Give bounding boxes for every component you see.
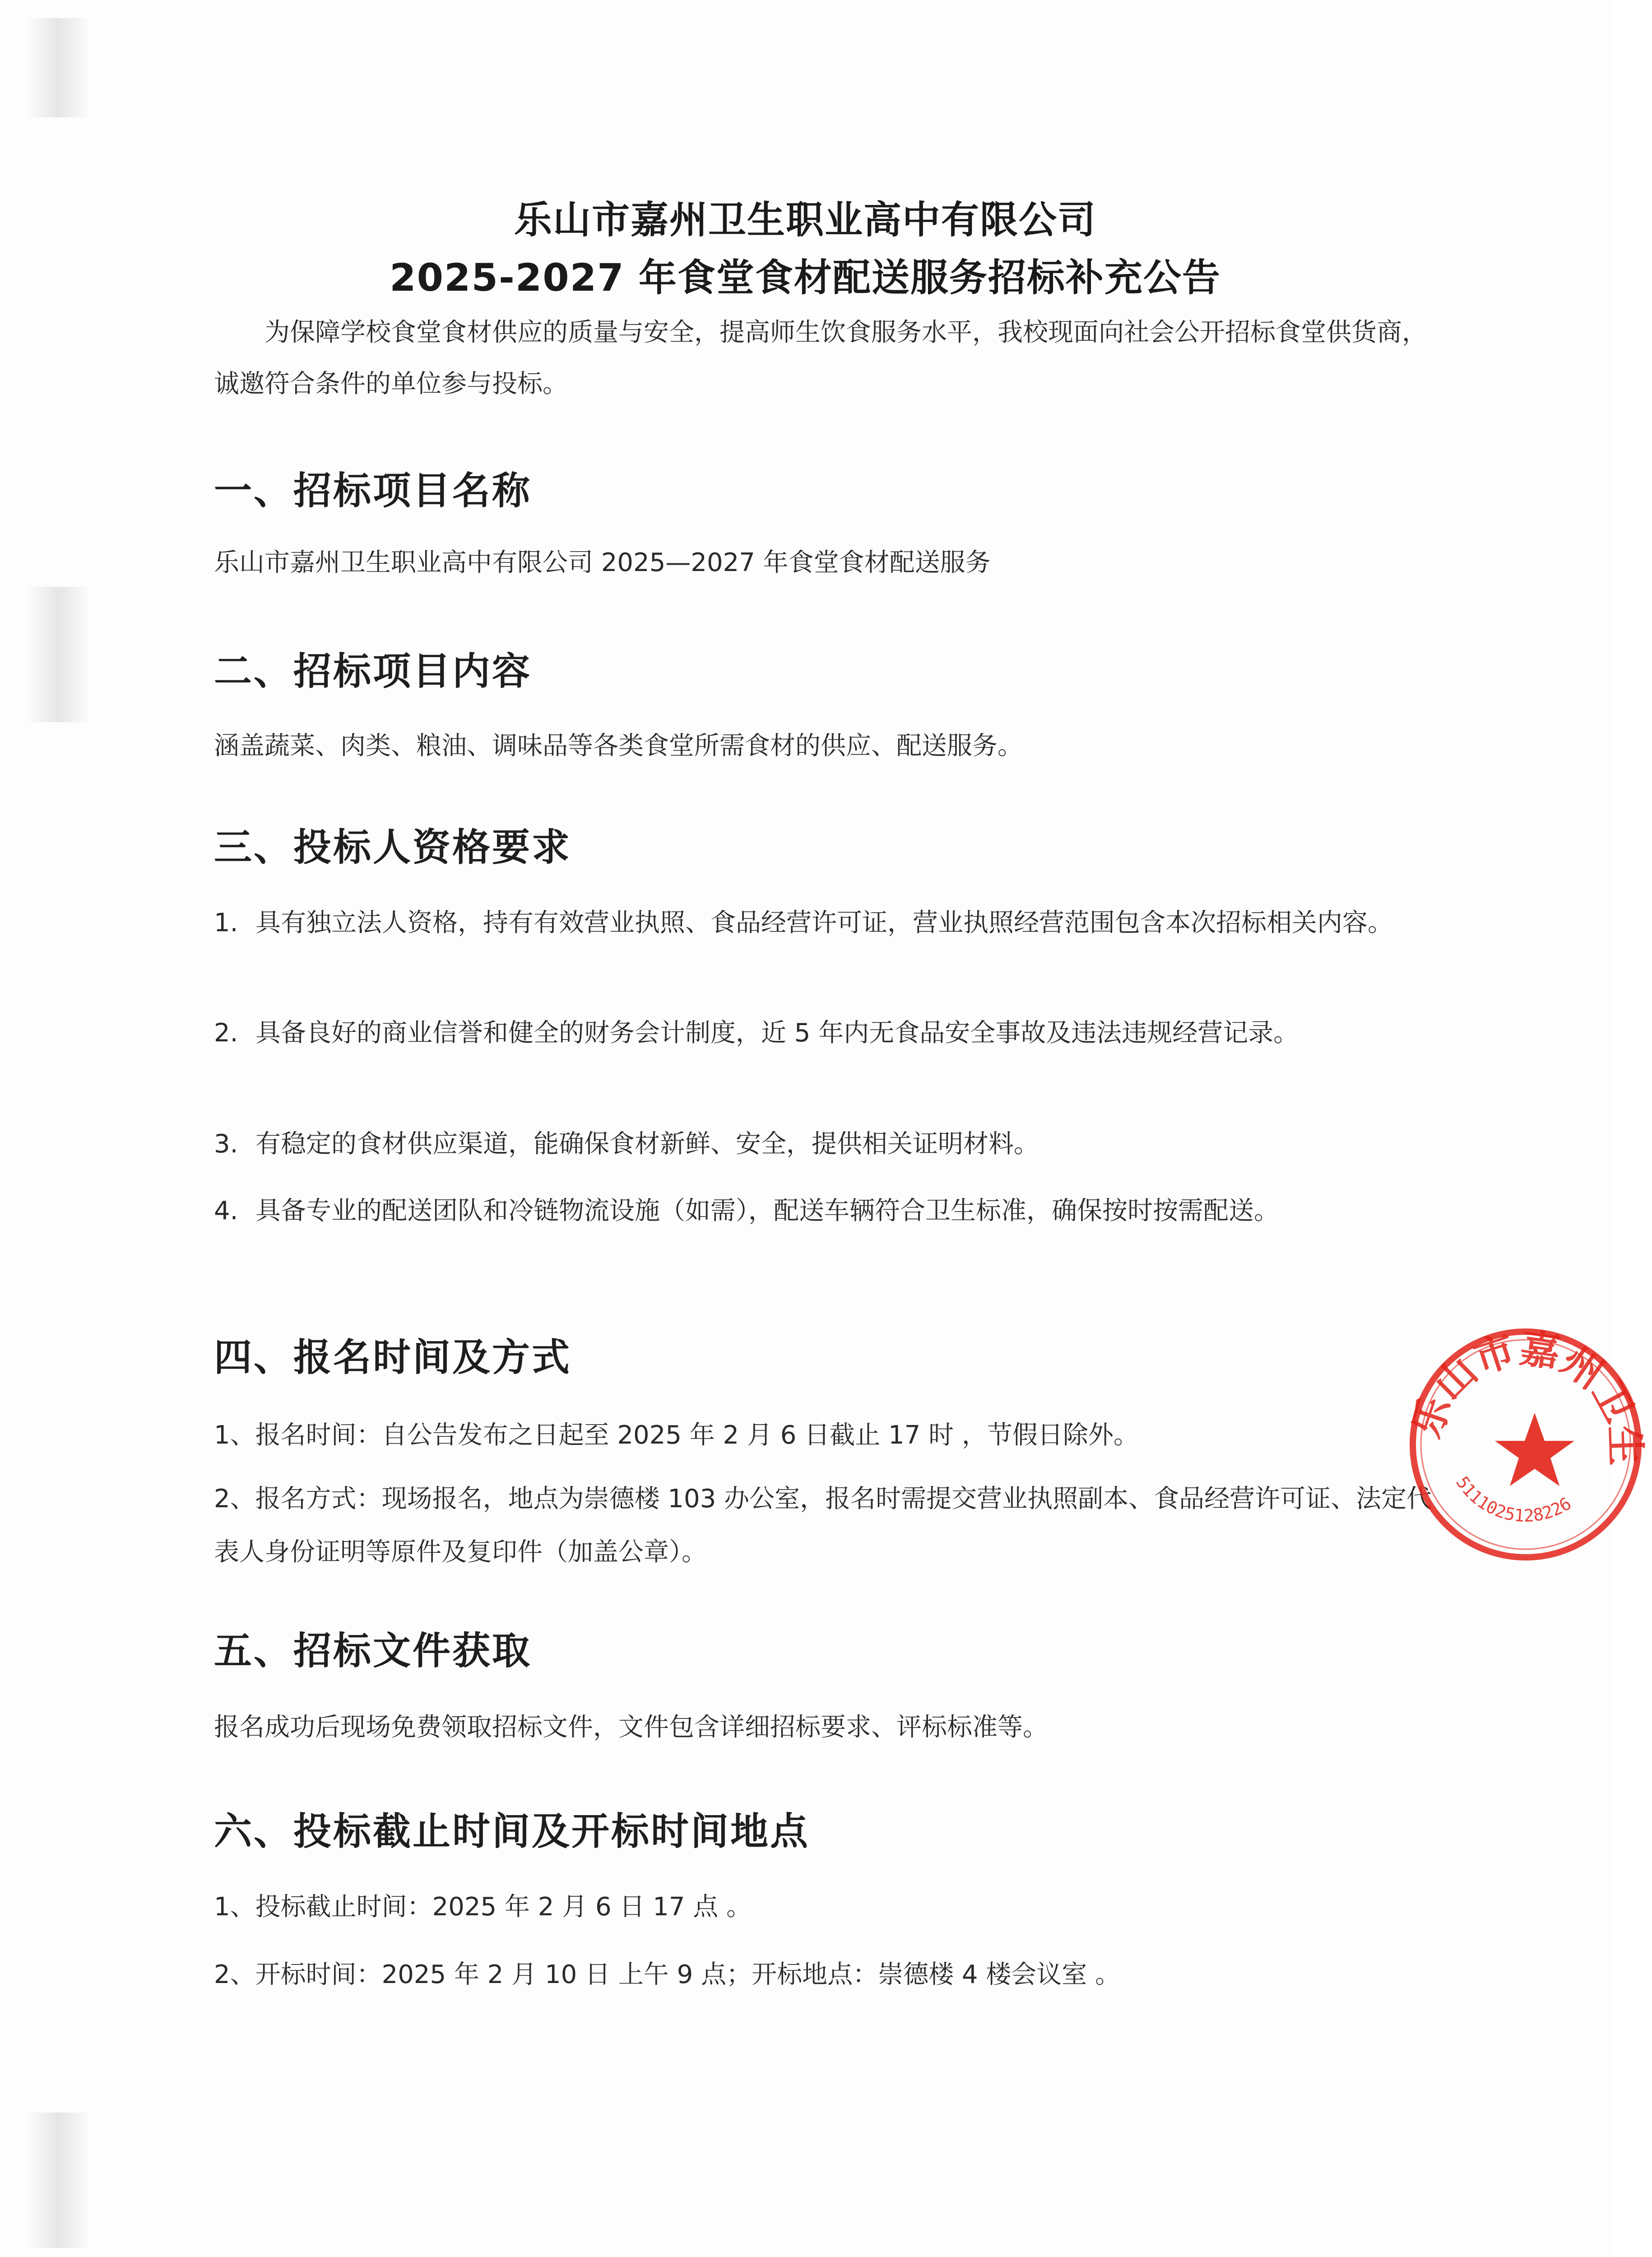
item-number: 1. — [214, 908, 238, 938]
scan-artifact — [27, 587, 90, 722]
official-seal-stamp — [1399, 1318, 1652, 1571]
bid-deadline-text: 1、投标截止时间：2025 年 2 月 6 日 17 点 。 — [214, 1892, 752, 1922]
section-heading-documents: 五、招标文件获取 — [214, 1629, 532, 1673]
section-heading-deadline: 六、投标截止时间及开标时间地点 — [214, 1809, 810, 1853]
item-number: 4. — [214, 1196, 238, 1226]
item-text: 具备良好的商业信誉和健全的财务会计制度，近 5 年内无食品安全事故及违法违规经营记录。 — [255, 1018, 1299, 1048]
section-heading-qualifications: 三、投标人资格要求 — [214, 825, 572, 869]
intro-paragraph: 为保障学校食堂食材供应的质量与安全，提高师生饮食服务水平，我校现面向社会公开招标食堂供货商，诚邀符合条件的单位参与投标。 — [214, 318, 1427, 399]
qualification-item — [214, 898, 1442, 948]
registration-method-text: 2、报名方式：现场报名，地点为崇德楼 103 办公室，报名时需提交营业执照副本、食品经营许可证、法定代表人身份证明等原件及复印件（加盖公章）。 — [214, 1484, 1432, 1567]
item-text: 具有独立法人资格，持有有效营业执照、食品经营许可证，营业执照经营范围包含本次招标相关内容。 — [255, 908, 1393, 938]
qualification-item — [214, 1008, 1442, 1058]
seal-text: 乐山市嘉州卫生 — [1402, 1324, 1650, 1467]
seal-star-icon — [1495, 1413, 1574, 1486]
documents-text: 报名成功后现场免费领取招标文件，文件包含详细招标要求、评标标准等。 — [214, 1713, 1048, 1742]
item-text: 有稳定的食材供应渠道，能确保食材新鲜、安全，提供相关证明材料。 — [255, 1129, 1039, 1159]
item-number: 3. — [214, 1129, 238, 1159]
seal-code: 5111025128226 — [1452, 1472, 1575, 1526]
bid-opening-text: 2、开标时间：2025 年 2 月 10 日 上午 9 点；开标地点：崇德楼 4 楼会议室 。 — [214, 1960, 1121, 1989]
qualification-item — [214, 1119, 1442, 1169]
qualification-item — [214, 1186, 1442, 1236]
item-text: 具备专业的配送团队和冷链物流设施（如需），配送车辆符合卫生标准，确保按时按需配送。 — [255, 1196, 1279, 1226]
section-heading-project-name: 一、招标项目名称 — [214, 469, 532, 513]
scan-artifact — [27, 18, 90, 117]
document-title-line2: 2025-2027 年食堂食材配送服务招标补充公告 — [390, 255, 1221, 300]
section-heading-registration: 四、报名时间及方式 — [214, 1335, 572, 1379]
section-heading-project-content: 二、招标项目内容 — [214, 649, 532, 693]
project-content-text: 涵盖蔬菜、肉类、粮油、调味品等各类食堂所需食材的供应、配送服务。 — [214, 731, 1023, 761]
scan-artifact — [27, 2113, 90, 2248]
registration-time-text: 1、报名时间：自公告发布之日起至 2025 年 2 月 6 日截止 17 时 ，节假日除外。 — [214, 1421, 1139, 1450]
item-number: 2. — [214, 1018, 238, 1048]
document-title-line1: 乐山市嘉州卫生职业高中有限公司 — [514, 198, 1096, 242]
project-name-text: 乐山市嘉州卫生职业高中有限公司 2025—2027 年食堂食材配送服务 — [214, 548, 991, 577]
